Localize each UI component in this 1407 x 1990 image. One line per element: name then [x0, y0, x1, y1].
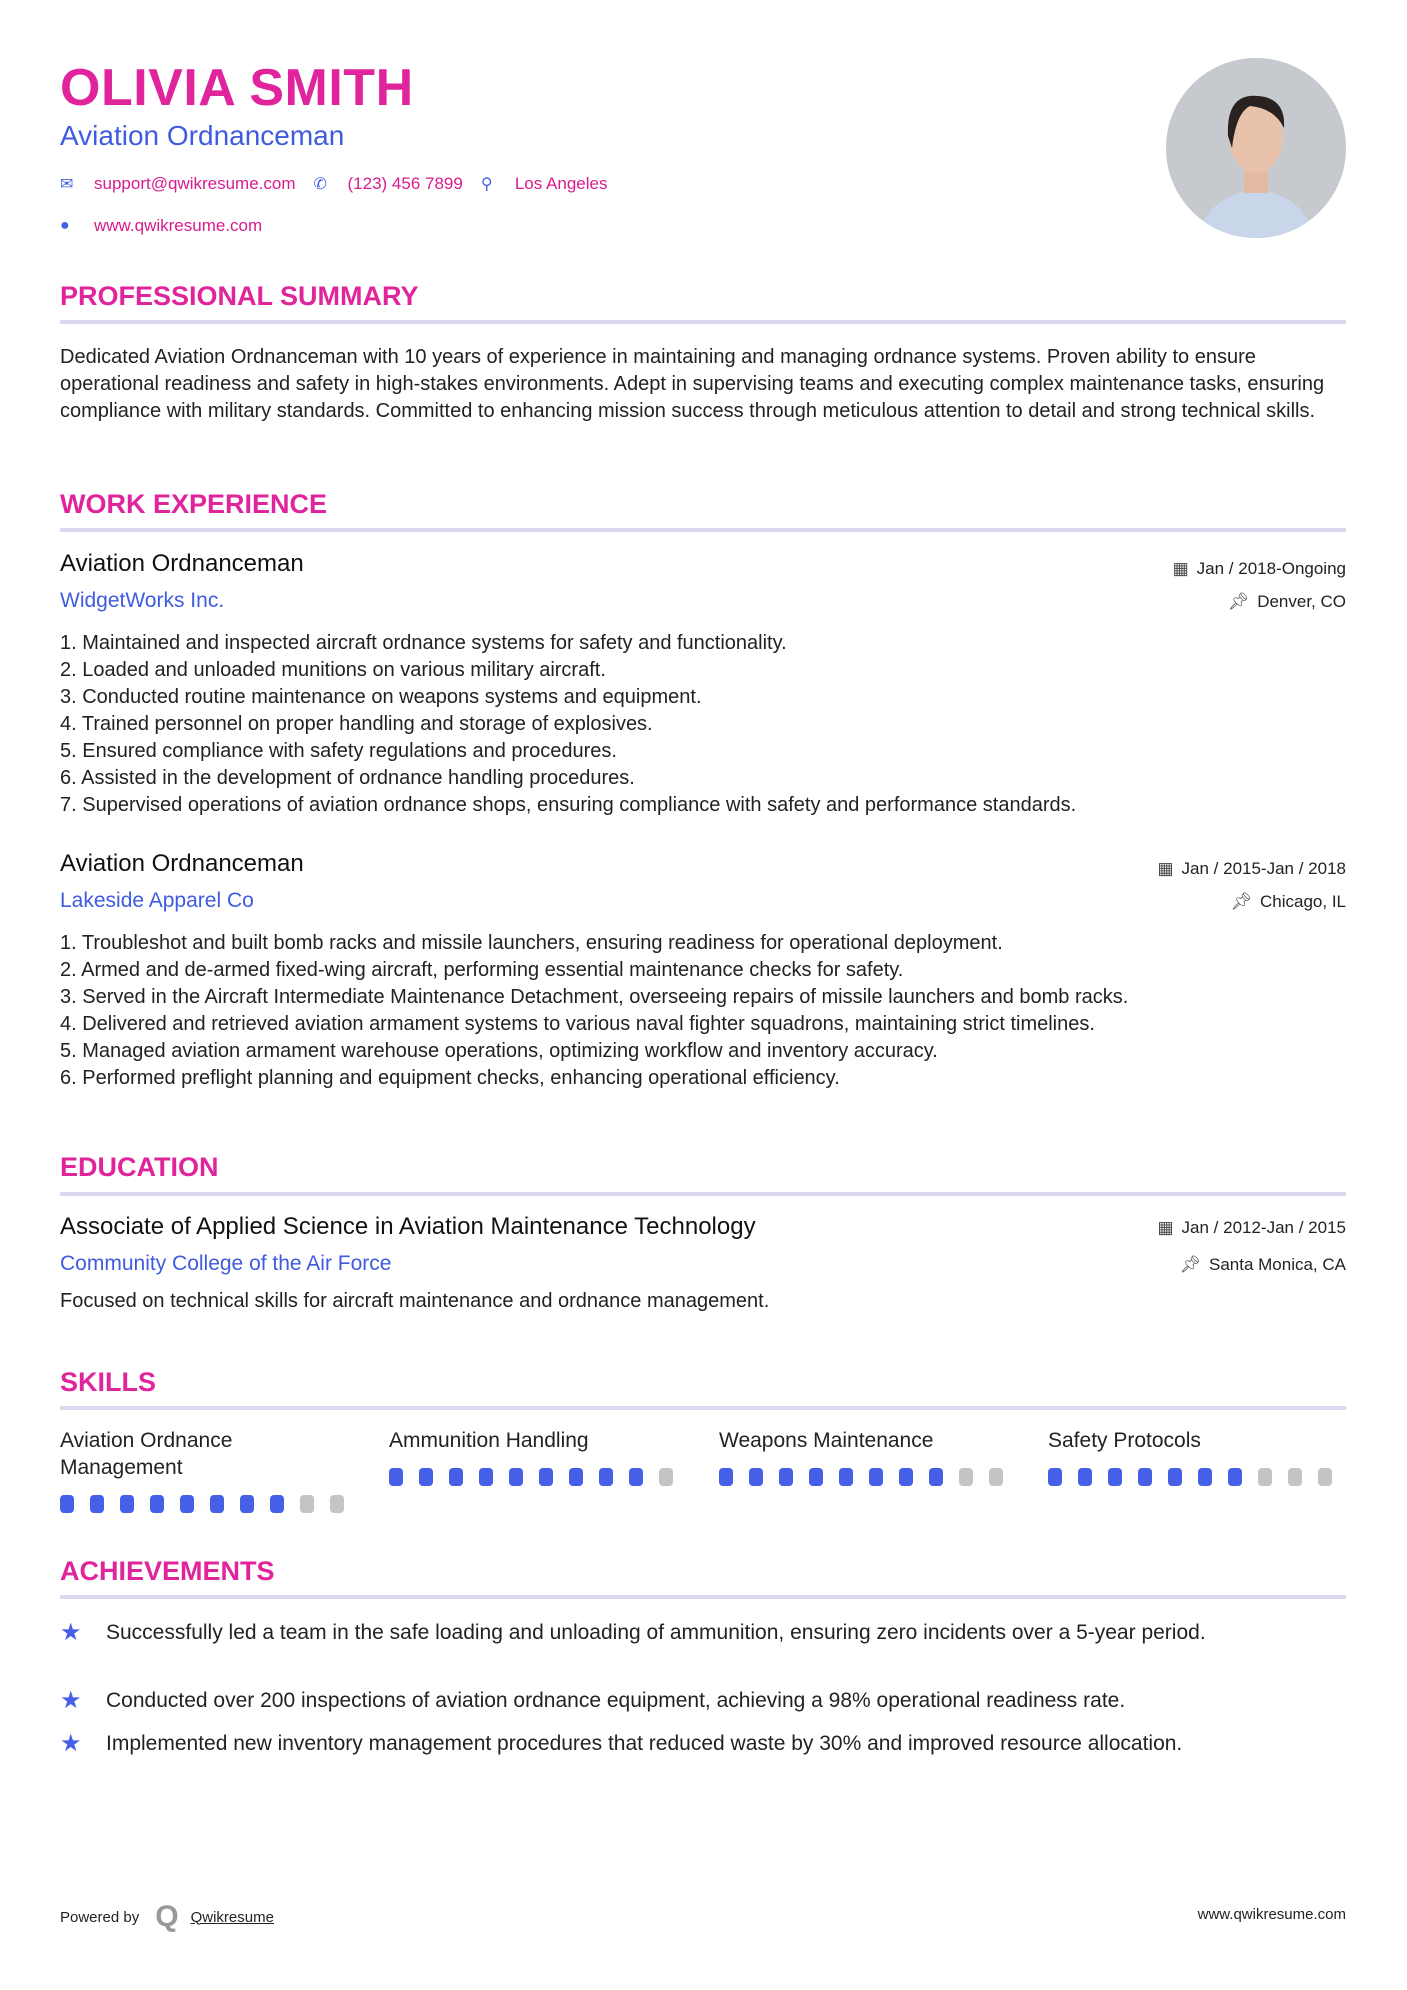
rating-dot-filled — [180, 1495, 194, 1513]
rating-dot-filled — [1198, 1468, 1212, 1486]
rating-dot-filled — [629, 1468, 643, 1486]
rating-dot-empty — [330, 1495, 344, 1513]
rating-dot-filled — [1108, 1468, 1122, 1486]
list-item: 3. Served in the Aircraft Intermediate Maintenance Detachment, overseeing repairs of missile launchers and bomb racks. — [60, 986, 1129, 1008]
list-item: 5. Managed aviation armament warehouse operations, optimizing workflow and inventory accuracy. — [60, 1040, 938, 1062]
education-description: Focused on technical skills for aircraft maintenance and ordnance management. — [60, 1290, 770, 1312]
list-item: 5. Ensured compliance with safety regulations and procedures. — [60, 740, 617, 762]
skill-item — [1048, 1427, 1348, 1486]
rating-dot-filled — [899, 1468, 913, 1486]
rating-dot-filled — [60, 1495, 74, 1513]
skill-item — [719, 1427, 1019, 1486]
date-text: Jan / 2012-Jan / 2015 — [1181, 1218, 1346, 1237]
email-link[interactable]: support@qwikresume.com — [94, 174, 296, 193]
summary-heading: PROFESSIONAL SUMMARY — [60, 281, 419, 311]
divider — [60, 320, 1346, 324]
rating-dot-filled — [90, 1495, 104, 1513]
rating-dot-filled — [869, 1468, 883, 1486]
powered-by-text: Powered by — [60, 1908, 140, 1926]
divider — [60, 1595, 1346, 1599]
skill-name: Ammunition Handling — [389, 1429, 589, 1452]
skill-rating — [719, 1468, 1019, 1486]
rating-dot-filled — [809, 1468, 823, 1486]
education-location — [1179, 1255, 1346, 1275]
achievement-item — [60, 1619, 1346, 1646]
job-location — [1228, 592, 1346, 612]
list-item: 1. Maintained and inspected aircraft ordnance systems for safety and functionality. — [60, 632, 787, 654]
candidate-title: Aviation Ordnanceman — [60, 120, 345, 151]
list-item: 1. Troubleshot and built bomb racks and missile launchers, ensuring readiness for operational deployment. — [60, 932, 1003, 954]
job-role: Aviation Ordnanceman — [60, 550, 304, 577]
pin-icon: 📌︎ — [1227, 592, 1250, 611]
education-date — [1157, 1218, 1346, 1238]
skill-name: Weapons Maintenance — [719, 1429, 934, 1452]
envelope-icon: ✉ — [60, 176, 74, 193]
date-text: Jan / 2018-Ongoing — [1196, 559, 1346, 578]
experience-heading: WORK EXPERIENCE — [60, 489, 328, 519]
rating-dot-empty — [1258, 1468, 1272, 1486]
calendar-icon: ▦ — [1157, 859, 1174, 878]
rating-dot-filled — [779, 1468, 793, 1486]
rating-dot-filled — [509, 1468, 523, 1486]
brand-link[interactable]: Qwikresume — [190, 1908, 274, 1926]
phone-text: (123) 456 7899 — [347, 174, 463, 193]
divider — [60, 1406, 1346, 1410]
map-pin-icon: ⚲ — [480, 176, 493, 193]
calendar-icon: ▦ — [1157, 1218, 1174, 1237]
skills-heading: SKILLS — [60, 1367, 157, 1397]
calendar-icon: ▦ — [1172, 559, 1189, 578]
job-date — [1173, 559, 1346, 579]
rating-dot-filled — [240, 1495, 254, 1513]
rating-dot-filled — [1048, 1468, 1062, 1486]
rating-dot-filled — [210, 1495, 224, 1513]
star-icon: ★ — [60, 1730, 82, 1757]
rating-dot-empty — [659, 1468, 673, 1486]
rating-dot-filled — [389, 1468, 403, 1486]
rating-dot-filled — [569, 1468, 583, 1486]
rating-dot-filled — [449, 1468, 463, 1486]
rating-dot-empty — [1318, 1468, 1332, 1486]
rating-dot-filled — [1228, 1468, 1242, 1486]
rating-dot-filled — [749, 1468, 763, 1486]
achievement-item — [60, 1730, 1346, 1757]
date-text: Jan / 2015-Jan / 2018 — [1181, 859, 1346, 878]
school: Community College of the Air Force — [60, 1252, 392, 1275]
pin-icon: 📌︎ — [1230, 892, 1252, 911]
rating-dot-filled — [1078, 1468, 1092, 1486]
star-icon: ★ — [60, 1687, 82, 1714]
list-item: 2. Armed and de-armed fixed-wing aircraft, performing essential maintenance checks for safety. — [60, 959, 904, 981]
footer-website[interactable]: www.qwikresume.com — [1197, 1906, 1346, 1923]
footer-powered — [60, 1900, 274, 1934]
website-link[interactable]: www.qwikresume.com — [94, 216, 263, 235]
rating-dot-filled — [270, 1495, 284, 1513]
pin-icon: 📌︎ — [1179, 1255, 1201, 1274]
rating-dot-filled — [539, 1468, 553, 1486]
rating-dot-filled — [1138, 1468, 1152, 1486]
globe-icon: ● — [60, 217, 70, 234]
location-text: Santa Monica, CA — [1208, 1255, 1346, 1274]
location-text: Los Angeles — [514, 174, 608, 193]
achievement-text: Successfully led a team in the safe loading and unloading of ammunition, ensuring zero incidents over a 5-year period. — [106, 1621, 1206, 1644]
skill-rating — [1048, 1468, 1348, 1486]
job-date — [1157, 859, 1346, 879]
degree: Associate of Applied Science in Aviation Maintenance Technology — [60, 1213, 756, 1240]
list-item: 6. Performed preflight planning and equipment checks, enhancing operational efficiency. — [60, 1067, 840, 1089]
rating-dot-filled — [150, 1495, 164, 1513]
education-heading: EDUCATION — [60, 1152, 219, 1182]
job-company: WidgetWorks Inc. — [60, 589, 225, 612]
website-row — [60, 216, 262, 236]
skill-item — [389, 1427, 689, 1486]
rating-dot-empty — [989, 1468, 1003, 1486]
list-item: 7. Supervised operations of aviation ordnance shops, ensuring compliance with safety and performance standards. — [60, 794, 1077, 816]
location-text: Chicago, IL — [1260, 892, 1346, 911]
candidate-name: OLIVIA SMITH — [60, 59, 414, 117]
rating-dot-empty — [1288, 1468, 1302, 1486]
rating-dot-filled — [719, 1468, 733, 1486]
achievement-text: Conducted over 200 inspections of aviation ordnance equipment, achieving a 98% operational readiness rate. — [106, 1689, 1126, 1712]
rating-dot-filled — [479, 1468, 493, 1486]
achievement-text: Implemented new inventory management procedures that reduced waste by 30% and improved resource allocation. — [106, 1732, 1183, 1755]
qwikresume-logo-icon: Q — [155, 1900, 179, 1933]
list-item: 2. Loaded and unloaded munitions on various military aircraft. — [60, 659, 606, 681]
skill-name: Safety Protocols — [1048, 1429, 1201, 1452]
contact-row — [60, 174, 607, 194]
phone-icon: ✆ — [313, 176, 327, 193]
star-icon: ★ — [60, 1619, 82, 1646]
summary-text: Dedicated Aviation Ordnanceman with 10 years of experience in maintaining and managing ordnance systems. Proven ability to ensure operational readiness and safety in high-stakes environments. Adept in supervising teams and executing complex maintenance tasks, ensuring compliance with military standards. Committed to enhancing mission success through meticulous attention to detail and strong technical skills. — [60, 346, 1325, 422]
job-duties — [60, 630, 1346, 819]
skill-rating — [60, 1495, 360, 1513]
list-item: 3. Conducted routine maintenance on weapons systems and equipment. — [60, 686, 702, 708]
job-duties — [60, 930, 1346, 1092]
job-location — [1230, 892, 1346, 912]
divider — [60, 1192, 1346, 1196]
skill-item — [60, 1427, 360, 1513]
location-text: Denver, CO — [1257, 592, 1346, 611]
divider — [60, 528, 1346, 532]
list-item: 4. Delivered and retrieved aviation armament systems to various naval fighter squadrons, maintaining strict timelines. — [60, 1013, 1095, 1035]
skill-name: Aviation Ordnance Management — [60, 1429, 233, 1479]
rating-dot-filled — [120, 1495, 134, 1513]
profile-photo — [1166, 58, 1346, 238]
achievements-heading: ACHIEVEMENTS — [60, 1556, 275, 1586]
rating-dot-filled — [599, 1468, 613, 1486]
rating-dot-empty — [300, 1495, 314, 1513]
list-item: 4. Trained personnel on proper handling and storage of explosives. — [60, 713, 653, 735]
rating-dot-empty — [959, 1468, 973, 1486]
rating-dot-filled — [929, 1468, 943, 1486]
rating-dot-filled — [419, 1468, 433, 1486]
rating-dot-filled — [1168, 1468, 1182, 1486]
list-item: 6. Assisted in the development of ordnance handling procedures. — [60, 767, 635, 789]
job-company: Lakeside Apparel Co — [60, 889, 254, 912]
rating-dot-filled — [839, 1468, 853, 1486]
skill-rating — [389, 1468, 689, 1486]
job-role: Aviation Ordnanceman — [60, 850, 304, 877]
achievement-item — [60, 1687, 1346, 1714]
